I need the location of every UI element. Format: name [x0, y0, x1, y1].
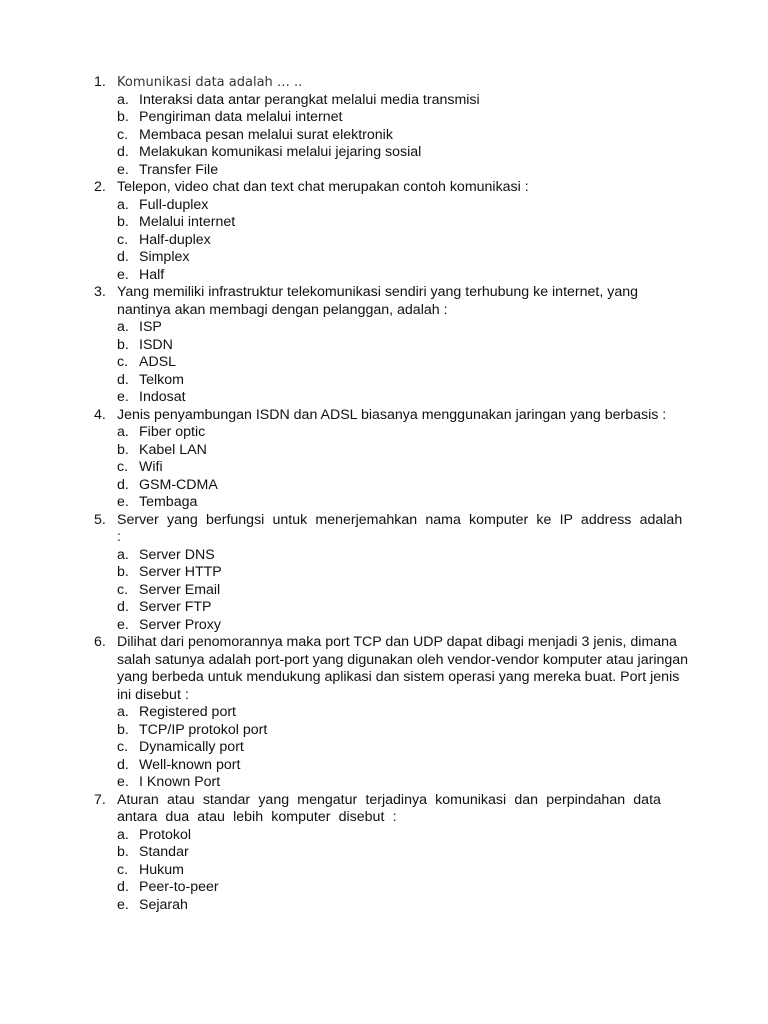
- option-text: Standar: [139, 844, 189, 860]
- option-letter: e.: [117, 389, 129, 405]
- option-letter: c.: [117, 459, 129, 475]
- option-list: [94, 827, 694, 915]
- option-c: [117, 739, 694, 757]
- option-letter: a.: [117, 196, 129, 213]
- option-e: [117, 617, 694, 635]
- question-1: [94, 74, 694, 179]
- option-letter: c.: [117, 861, 129, 878]
- question-text: Yang memiliki infrastruktur telekomunikasi sendiri yang terhubung ke internet, yang nantinya akan membagi dengan pelanggan, adalah :: [117, 284, 638, 318]
- option-letter: a.: [117, 319, 129, 335]
- option-list: [94, 704, 694, 792]
- option-b: [117, 109, 694, 127]
- option-b: [117, 337, 694, 355]
- option-letter: b.: [117, 109, 129, 125]
- question-text: Telepon, video chat dan text chat merupakan contoh komunikasi :: [117, 179, 529, 195]
- option-text: Pengiriman data melalui internet: [139, 109, 343, 125]
- option-text: Server Proxy: [139, 616, 221, 633]
- option-d: [117, 599, 694, 617]
- question-text: Aturan atau standar yang mengatur terjadinya komunikasi dan perpindahan data antara dua atau lebih komputer disebut :: [117, 791, 661, 825]
- option-a: [117, 704, 694, 722]
- option-letter: b.: [117, 336, 129, 353]
- option-b: [117, 564, 694, 582]
- option-e: [117, 774, 694, 792]
- option-a: [117, 92, 694, 110]
- option-text: Protokol: [139, 826, 192, 843]
- option-a: [117, 319, 694, 337]
- option-letter: e.: [117, 266, 129, 283]
- option-text: Melalui internet: [139, 214, 236, 230]
- option-e: [117, 267, 694, 285]
- option-c: [117, 127, 694, 145]
- option-a: [117, 827, 694, 845]
- option-text: TCP/IP protokol port: [139, 721, 268, 738]
- option-letter: b.: [117, 441, 129, 458]
- option-text: Server HTTP: [139, 564, 222, 580]
- option-d: [117, 757, 694, 775]
- question-2: [94, 179, 694, 284]
- option-b: [117, 214, 694, 232]
- option-text: ISP: [139, 319, 162, 335]
- option-text: Dynamically port: [139, 739, 244, 755]
- question-number: 3.: [94, 284, 106, 300]
- option-list: [94, 197, 694, 285]
- option-e: [117, 897, 694, 915]
- option-text: Half: [139, 266, 165, 283]
- question-4: [94, 407, 694, 512]
- question-number: 4.: [94, 406, 106, 423]
- option-letter: c.: [117, 354, 129, 370]
- option-letter: d.: [117, 476, 129, 493]
- option-text: Peer-to-peer: [139, 879, 219, 895]
- option-d: [117, 372, 694, 390]
- option-text: Hukum: [139, 861, 184, 878]
- option-c: [117, 582, 694, 600]
- option-letter: a.: [117, 424, 129, 440]
- option-letter: e.: [117, 774, 129, 790]
- option-letter: c.: [117, 581, 129, 598]
- option-text: Membaca pesan melalui surat elektronik: [139, 126, 393, 143]
- option-a: [117, 424, 694, 442]
- option-text: Kabel LAN: [139, 441, 207, 458]
- option-letter: b.: [117, 564, 129, 580]
- option-text: GSM-CDMA: [139, 476, 218, 493]
- question-number: 2.: [94, 179, 106, 195]
- option-c: [117, 232, 694, 250]
- option-e: [117, 162, 694, 180]
- option-text: Simplex: [139, 249, 190, 265]
- question-7: [94, 792, 694, 915]
- option-a: [117, 547, 694, 565]
- option-d: [117, 879, 694, 897]
- option-d: [117, 249, 694, 267]
- option-text: ADSL: [139, 354, 177, 370]
- option-letter: b.: [117, 844, 129, 860]
- question-text: Jenis penyambungan ISDN dan ADSL biasanya menggunakan jaringan yang berbasis :: [117, 406, 667, 423]
- option-text: Telkom: [139, 371, 184, 388]
- option-a: [117, 197, 694, 215]
- option-c: [117, 862, 694, 880]
- option-letter: b.: [117, 214, 129, 230]
- question-number: 6.: [94, 634, 106, 650]
- option-list: [94, 92, 694, 180]
- question-number: 1.: [94, 74, 106, 90]
- option-letter: a.: [117, 826, 129, 843]
- option-b: [117, 442, 694, 460]
- option-text: Wifi: [139, 459, 163, 475]
- option-text: Server FTP: [139, 599, 212, 615]
- option-text: Server Email: [139, 581, 221, 598]
- option-text: Indosat: [139, 389, 186, 405]
- option-list: [94, 319, 694, 407]
- option-letter: c.: [117, 739, 129, 755]
- option-text: Melakukan komunikasi melalui jejaring sosial: [139, 144, 422, 160]
- option-letter: d.: [117, 599, 129, 615]
- option-d: [117, 144, 694, 162]
- option-letter: a.: [117, 91, 129, 108]
- option-e: [117, 389, 694, 407]
- option-text: Sejarah: [139, 896, 188, 913]
- question-text: Dilihat dari penomorannya maka port TCP dan UDP dapat dibagi menjadi 3 jenis, dimana salah satunya adalah port-port yang digunakan oleh vendor-vendor komputer atau jaringan yang berbeda untuk mendukung aplikasi dan sistem operasi yang mereka buat. Port jenis ini disebut :: [117, 634, 689, 703]
- option-letter: c.: [117, 126, 129, 143]
- option-b: [117, 844, 694, 862]
- option-list: [94, 547, 694, 635]
- option-letter: e.: [117, 494, 129, 510]
- option-d: [117, 477, 694, 495]
- option-letter: a.: [117, 704, 129, 720]
- question-text: Server yang berfungsi untuk menerjemahkan nama komputer ke IP address adalah :: [117, 511, 683, 545]
- option-c: [117, 459, 694, 477]
- question-3: [94, 284, 694, 407]
- option-letter: d.: [117, 144, 129, 160]
- option-b: [117, 722, 694, 740]
- option-text: Registered port: [139, 704, 236, 720]
- option-list: [94, 424, 694, 512]
- option-text: ISDN: [139, 336, 173, 353]
- question-5: [94, 512, 694, 635]
- option-c: [117, 354, 694, 372]
- option-letter: c.: [117, 231, 129, 248]
- option-text: Well-known port: [139, 756, 241, 773]
- question-text: Komunikasi data adalah … ..: [117, 75, 303, 90]
- option-text: Server DNS: [139, 546, 215, 563]
- option-letter: d.: [117, 371, 129, 388]
- option-text: Full-duplex: [139, 196, 209, 213]
- option-letter: d.: [117, 879, 129, 895]
- option-text: Interaksi data antar perangkat melalui media transmisi: [139, 91, 480, 108]
- option-e: [117, 494, 694, 512]
- option-letter: a.: [117, 546, 129, 563]
- option-letter: b.: [117, 721, 129, 738]
- option-letter: e.: [117, 161, 129, 178]
- option-letter: d.: [117, 756, 129, 773]
- question-number: 5.: [94, 511, 106, 528]
- option-letter: e.: [117, 896, 129, 913]
- option-text: Fiber optic: [139, 424, 206, 440]
- option-text: Transfer File: [139, 161, 219, 178]
- option-text: Tembaga: [139, 494, 198, 510]
- option-letter: e.: [117, 616, 129, 633]
- question-number: 7.: [94, 791, 106, 808]
- question-6: [94, 634, 694, 792]
- option-letter: d.: [117, 249, 129, 265]
- option-text: I Known Port: [139, 774, 221, 790]
- option-text: Half-duplex: [139, 231, 211, 248]
